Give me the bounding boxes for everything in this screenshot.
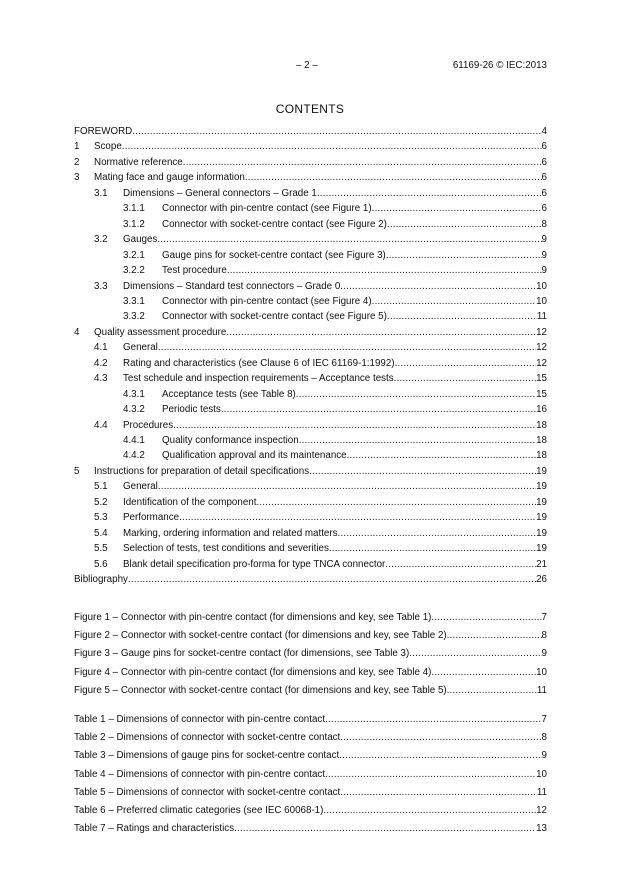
figure-entry[interactable] (74, 629, 547, 642)
entry-page-number: 6 (541, 172, 547, 183)
dot-leader (340, 731, 541, 744)
dot-leader (338, 527, 537, 540)
dot-leader (323, 804, 536, 817)
entry-number: 5.5 (94, 543, 108, 554)
entry-page-number: 8 (541, 219, 547, 230)
figure-entry[interactable] (74, 611, 547, 624)
entry-page-number: 8 (541, 732, 547, 743)
entry-page-number: 9 (541, 265, 547, 276)
entry-page-number: 19 (536, 497, 547, 508)
entry-title: Connector with pin-centre contact (see Figure 4) (162, 296, 372, 307)
entry-title: Table 6 – Preferred climatic categories (see IEC 60068-1) (74, 805, 324, 816)
entry-number: 3 (74, 172, 80, 183)
entry-page-number: 9 (541, 250, 547, 261)
toc-entry[interactable] (74, 156, 547, 169)
entry-title: General (123, 342, 158, 353)
entry-page-number: 10 (536, 667, 547, 678)
toc-entry[interactable] (74, 326, 547, 339)
entry-number: 3.3.2 (123, 311, 145, 322)
dot-leader (387, 310, 537, 323)
dot-leader (179, 511, 536, 524)
entry-title: Quality assessment procedure (94, 327, 227, 338)
figure-entry[interactable] (74, 684, 547, 697)
entry-title: Test schedule and inspection requirements – Acceptance tests (123, 373, 394, 384)
entry-number: 4.4.2 (123, 450, 145, 461)
toc-entry[interactable] (74, 357, 547, 370)
toc-entry[interactable] (74, 527, 547, 540)
entry-page-number: 6 (541, 203, 547, 214)
entry-title: Procedures (123, 420, 174, 431)
entry-title: Figure 3 – Gauge pins for socket-centre contact (for dimensions, see Table 3) (74, 648, 410, 659)
dot-leader (347, 449, 536, 462)
entry-title: Table 7 – Ratings and characteristics (74, 823, 235, 834)
toc-entry[interactable] (74, 573, 547, 586)
table-entry[interactable] (74, 731, 547, 744)
entry-title: Rating and characteristics (see Clause 6 of IEC 61169-1:1992) (123, 358, 395, 369)
entry-number: 5 (74, 466, 80, 477)
toc-entry[interactable] (74, 125, 547, 138)
toc-entry[interactable] (74, 341, 547, 354)
entry-page-number: 9 (541, 750, 547, 761)
toc-entry[interactable] (74, 218, 547, 231)
entry-title: Instructions for preparation of detail specifications (94, 466, 310, 477)
entry-number: 5.1 (94, 481, 108, 492)
entry-page-number: 11 (536, 311, 547, 322)
entry-title: Table 3 – Dimensions of gauge pins for socket-centre contact (74, 750, 340, 761)
entry-number: 1 (74, 141, 80, 152)
toc-entry[interactable] (74, 465, 547, 478)
table-entry[interactable] (74, 768, 547, 781)
entry-title: Test procedure (162, 265, 227, 276)
toc-entry[interactable] (74, 372, 547, 385)
entry-title: Scope (94, 141, 122, 152)
entry-page-number: 19 (536, 528, 547, 539)
entry-number: 4.4.1 (123, 435, 145, 446)
entry-number: 4.3.2 (123, 404, 145, 415)
entry-page-number: 6 (541, 141, 547, 152)
entry-title: Dimensions – Standard test connectors – Grade 0 (123, 281, 341, 292)
entry-page-number: 19 (536, 481, 547, 492)
figure-entry[interactable] (74, 647, 547, 660)
entry-title: Identification of the component (123, 497, 257, 508)
entry-page-number: 13 (536, 823, 547, 834)
entry-page-number: 15 (536, 389, 547, 400)
toc-entry[interactable] (74, 480, 547, 493)
entry-title: Table 4 – Dimensions of connector with pin-centre contact (74, 769, 326, 780)
entry-page-number: 21 (536, 559, 547, 570)
dot-leader (339, 749, 541, 762)
dot-leader (128, 573, 536, 586)
toc-entry[interactable] (74, 511, 547, 524)
entry-title: Table 5 – Dimensions of connector with socket-centre contact (74, 787, 341, 798)
dot-leader (158, 341, 536, 354)
entry-page-number: 19 (536, 543, 547, 554)
toc-entry[interactable] (74, 264, 547, 277)
entry-title: Quality conformance inspection (162, 435, 299, 446)
entry-number: 4.4 (94, 420, 108, 431)
entry-title: Normative reference (94, 157, 183, 168)
dot-leader (431, 611, 541, 624)
entry-page-number: 10 (536, 769, 547, 780)
toc-entry[interactable] (74, 310, 547, 323)
entry-title: Blank detail specification pro-forma for type TNCA connector (123, 559, 386, 570)
entry-page-number: 6 (541, 157, 547, 168)
entry-number: 2 (74, 157, 80, 168)
toc-entry[interactable] (74, 187, 547, 200)
toc-entry[interactable] (74, 140, 547, 153)
entry-number: 4.3.1 (123, 389, 145, 400)
toc-entry[interactable] (74, 388, 547, 401)
entry-page-number: 19 (536, 512, 547, 523)
dot-leader (132, 125, 541, 138)
toc-entry[interactable] (74, 558, 547, 571)
document-reference: 61169-26 © IEC:2013 (452, 60, 547, 71)
entry-page-number: 8 (541, 630, 547, 641)
dot-leader (173, 419, 536, 432)
toc-entry[interactable] (74, 233, 547, 246)
entry-page-number: 7 (541, 714, 547, 725)
dot-leader (183, 156, 542, 169)
table-entry[interactable] (74, 822, 547, 835)
entry-page-number: 12 (536, 358, 547, 369)
entry-number: 5.4 (94, 528, 108, 539)
entry-page-number: 10 (536, 281, 547, 292)
table-entry[interactable] (74, 749, 547, 762)
entry-page-number: 6 (541, 188, 547, 199)
table-entry[interactable] (74, 713, 547, 726)
dot-leader (256, 496, 536, 509)
entry-page-number: 19 (536, 466, 547, 477)
entry-page-number: 18 (536, 420, 547, 431)
entry-page-number: 10 (536, 296, 547, 307)
entry-title: Figure 5 – Connector with socket-centre contact (for dimensions and key, see Table 5) (74, 685, 447, 696)
entry-title: Figure 1 – Connector with pin-centre contact (for dimensions and key, see Table 1) (74, 612, 432, 623)
entry-title: Mating face and gauge information (94, 172, 245, 183)
entry-page-number: 15 (536, 373, 547, 384)
entry-number: 3.1.1 (123, 203, 145, 214)
toc-entry[interactable] (74, 496, 547, 509)
entry-page-number: 12 (536, 805, 547, 816)
table-entry[interactable] (74, 786, 547, 799)
dot-leader (325, 713, 542, 726)
entry-number: 3.1 (94, 188, 108, 199)
dot-leader (340, 280, 536, 293)
dot-leader (395, 357, 537, 370)
toc-entry[interactable] (74, 280, 547, 293)
dot-leader (122, 140, 542, 153)
entry-title: Connector with socket-centre contact (see Figure 2) (162, 219, 387, 230)
entry-page-number: 26 (536, 574, 547, 585)
dot-leader (386, 249, 542, 262)
entry-title: Periodic tests (162, 404, 221, 415)
entry-page-number: 11 (536, 787, 547, 798)
toc-entry[interactable] (74, 434, 547, 447)
entry-title: FOREWORD (74, 126, 133, 137)
entry-number: 3.2.1 (123, 250, 145, 261)
dot-leader (245, 171, 542, 184)
dot-leader (299, 434, 536, 447)
toc-entry[interactable] (74, 449, 547, 462)
toc-entry[interactable] (74, 403, 547, 416)
dot-leader (158, 480, 536, 493)
entry-page-number: 9 (541, 234, 547, 245)
toc-entry[interactable] (74, 542, 547, 555)
entry-number: 4.3 (94, 373, 108, 384)
entry-title: Table 2 – Dimensions of connector with socket-centre contact (74, 732, 341, 743)
entry-title: Gauges (123, 234, 158, 245)
dot-leader (372, 295, 536, 308)
entry-title: Selection of tests, test conditions and severities (123, 543, 329, 554)
dot-leader (157, 233, 541, 246)
toc-entry[interactable] (74, 202, 547, 215)
dot-leader (325, 768, 536, 781)
entry-number: 3.1.2 (123, 219, 145, 230)
dot-leader (409, 647, 541, 660)
contents-title: CONTENTS (275, 102, 345, 116)
toc-entry[interactable] (74, 419, 547, 432)
dot-leader (227, 264, 542, 277)
entry-title: Table 1 – Dimensions of connector with pin-centre contact (74, 714, 326, 725)
toc-entry[interactable] (74, 171, 547, 184)
dot-leader (447, 629, 542, 642)
dot-leader (309, 465, 536, 478)
entry-number: 4.1 (94, 342, 108, 353)
entry-title: General (123, 481, 158, 492)
entry-title: Bibliography (74, 574, 128, 585)
entry-number: 3.2.2 (123, 265, 145, 276)
dot-leader (372, 202, 542, 215)
entry-title: Connector with pin-centre contact (see Figure 1) (162, 203, 372, 214)
entry-page-number: 11 (536, 685, 547, 696)
dot-leader (234, 822, 536, 835)
page-number: – 2 – (296, 60, 318, 71)
entry-number: 5.6 (94, 559, 108, 570)
dot-leader (394, 372, 536, 385)
dot-leader (317, 187, 542, 200)
dot-leader (329, 542, 536, 555)
dot-leader (296, 388, 536, 401)
entry-number: 4.2 (94, 358, 108, 369)
entry-title: Dimensions – General connectors – Grade 1 (123, 188, 317, 199)
entry-page-number: 16 (536, 404, 547, 415)
entry-title: Figure 2 – Connector with socket-centre contact (for dimensions and key, see Table 2) (74, 630, 447, 641)
dot-leader (221, 403, 536, 416)
entry-title: Connector with socket-centre contact (see Figure 5) (162, 311, 387, 322)
dot-leader (226, 326, 536, 339)
entry-title: Acceptance tests (see Table 8) (162, 389, 296, 400)
toc-entry[interactable] (74, 249, 547, 262)
entry-page-number: 18 (536, 450, 547, 461)
dot-leader (387, 218, 542, 231)
table-entry[interactable] (74, 804, 547, 817)
entry-title: Performance (123, 512, 180, 523)
dot-leader (385, 558, 536, 571)
entry-page-number: 9 (541, 648, 547, 659)
entry-number: 5.3 (94, 512, 108, 523)
entry-number: 4 (74, 327, 80, 338)
entry-title: Gauge pins for socket-centre contact (see Figure 3) (162, 250, 386, 261)
entry-number: 5.2 (94, 497, 108, 508)
entry-page-number: 18 (536, 435, 547, 446)
entry-title: Qualification approval and its maintenance (162, 450, 347, 461)
entry-title: Figure 4 – Connector with pin-centre contact (for dimensions and key, see Table 4) (74, 667, 432, 678)
figure-entry[interactable] (74, 666, 547, 679)
entry-page-number: 7 (541, 612, 547, 623)
entry-title: Marking, ordering information and related matters (123, 528, 338, 539)
entry-page-number: 12 (536, 342, 547, 353)
dot-leader (447, 684, 537, 697)
entry-page-number: 12 (536, 327, 547, 338)
entry-number: 3.2 (94, 234, 108, 245)
dot-leader (340, 786, 537, 799)
dot-leader (431, 666, 536, 679)
entry-number: 3.3.1 (123, 296, 145, 307)
entry-number: 3.3 (94, 281, 108, 292)
toc-entry[interactable] (74, 295, 547, 308)
entry-page-number: 4 (541, 126, 547, 137)
